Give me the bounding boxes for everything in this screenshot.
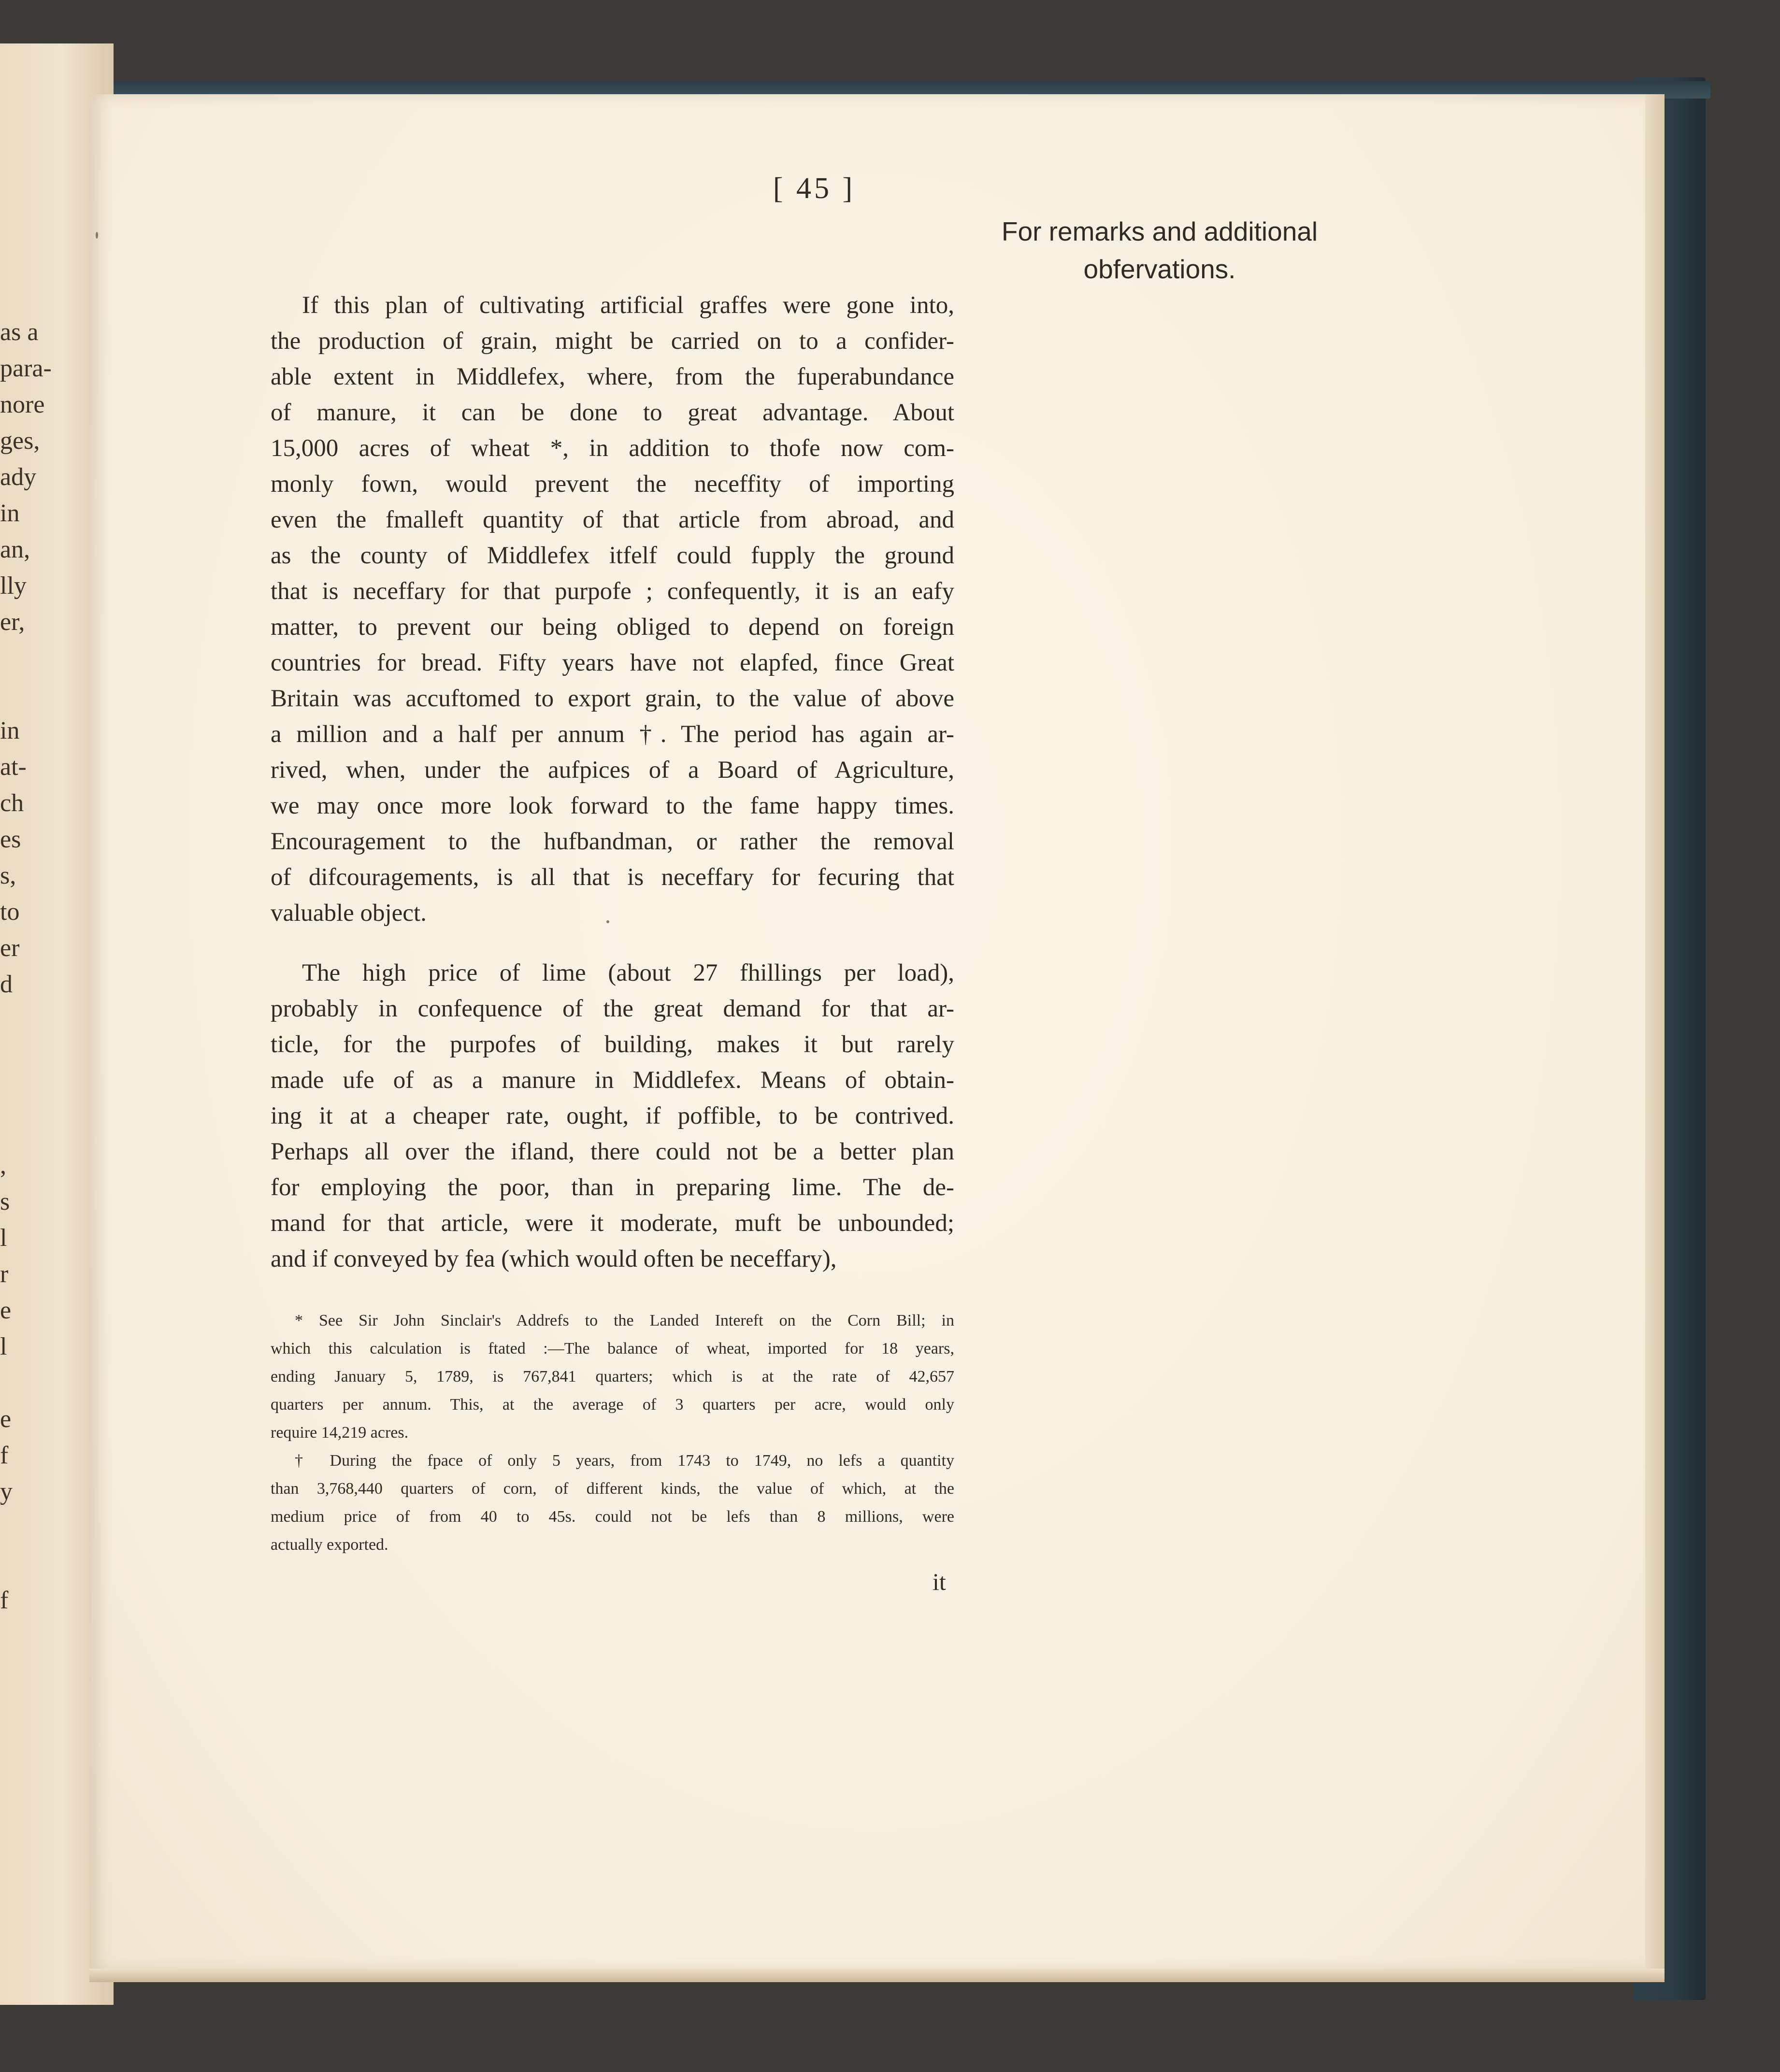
text-line: the production of grain, might be carried on to a confider- — [271, 328, 954, 355]
left-page-line: at- — [0, 753, 27, 781]
text-line: countries for bread. Fifty years have not elapfed, fince Great — [271, 649, 954, 676]
margin-note — [976, 213, 1343, 288]
paragraph-2 — [271, 955, 954, 1277]
text-line: Britain was accuftomed to export grain, to the value of above — [271, 685, 954, 712]
text-line: actually exported. — [271, 1536, 388, 1554]
page-fore-edge — [1645, 94, 1665, 1971]
left-page-line: y — [0, 1478, 13, 1505]
paragraph-1 — [271, 287, 954, 931]
left-page-line: ady — [0, 463, 37, 491]
text-line: a million and a half per annum †. The period has again ar- — [271, 721, 954, 748]
footnote-2 — [271, 1447, 954, 1559]
text-line: valuable object. — [271, 900, 427, 927]
text-line: Perhaps all over the ifland, there could not be a better plan — [271, 1138, 954, 1165]
text-line: of manure, it can be done to great advantage. About — [271, 399, 954, 426]
text-line: probably in confequence of the great demand for that ar- — [271, 995, 954, 1022]
text-line: The high price of lime (about 27 fhillings per load), — [302, 959, 954, 986]
text-line: made ufe of as a manure in Middlefex. Means of obtain- — [271, 1067, 954, 1094]
text-line: as the county of Middlefex itfelf could fupply the ground — [271, 542, 954, 569]
text-line: we may once more look forward to the fame happy times. — [271, 792, 954, 819]
left-page-line: nore — [0, 391, 45, 418]
text-line: monly fown, would prevent the neceffity of importing — [271, 471, 954, 498]
left-page-line: , — [0, 1152, 6, 1179]
page-number: [ 45 ] — [773, 172, 856, 205]
left-page-line: e — [0, 1297, 12, 1324]
text-line: * See Sir John Sinclair's Addrefs to the Landed Intereft on the Corn Bill; in — [295, 1312, 954, 1329]
left-page-line: para- — [0, 355, 52, 382]
left-page-line: l — [0, 1333, 7, 1360]
left-page-line: ch — [0, 789, 24, 817]
text-line: mand for that article, were it moderate, muft be unbounded; — [271, 1210, 954, 1237]
text-line: than 3,768,440 quarters of corn, of different kinds, the value of which, at the — [271, 1480, 954, 1498]
left-page-line: f — [0, 1442, 9, 1469]
margin-note-line: For remarks and additional — [1001, 216, 1318, 246]
text-line: † During the fpace of only 5 years, from 1743 to 1749, no lefs a quantity — [295, 1452, 954, 1470]
left-page-line: to — [0, 898, 20, 926]
text-line: able extent in Middlefex, where, from the fuperabundance — [271, 363, 954, 390]
text-line: quarters per annum. This, at the average of 3 quarters per acre, would only — [271, 1396, 954, 1414]
text-line: rived, when, under the aufpices of a Board of Agriculture, — [271, 757, 954, 784]
text-line: 15,000 acres of wheat *, in addition to thofe now com- — [271, 435, 954, 462]
margin-note-line: obfervations. — [1083, 254, 1236, 284]
page-bottom-edge — [89, 1969, 1665, 1982]
left-page-line: s — [0, 1188, 10, 1215]
left-page-line: in — [0, 717, 20, 744]
paper-speck — [606, 920, 609, 923]
paper-speck — [96, 232, 98, 239]
text-line: matter, to prevent our being obliged to depend on foreign — [271, 614, 954, 641]
text-line: which this calculation is ftated :—The balance of wheat, imported for 18 years, — [271, 1340, 954, 1358]
left-page-line: ges, — [0, 427, 40, 455]
left-page-line: in — [0, 500, 20, 527]
text-line: require 14,219 acres. — [271, 1424, 409, 1442]
left-page-line: as a — [0, 318, 39, 346]
text-line: medium price of from 40 to 45s. could not be lefs than 8 millions, were — [271, 1508, 954, 1526]
catchword: it — [933, 1568, 946, 1595]
left-page-line: s, — [0, 862, 16, 889]
left-page-line: d — [0, 971, 13, 998]
left-page-line: es — [0, 826, 21, 853]
left-page-line: r — [0, 1260, 9, 1288]
text-line: for employing the poor, than in preparing lime. The de- — [271, 1174, 954, 1201]
left-page-line: an, — [0, 536, 30, 563]
left-page-line: er, — [0, 608, 25, 636]
text-line: that is neceffary for that purpofe ; confequently, it is an eafy — [271, 578, 954, 605]
text-line: even the fmalleft quantity of that article from abroad, and — [271, 506, 954, 533]
text-line: and if conveyed by fea (which would often be neceffary), — [271, 1245, 837, 1272]
footnotes — [271, 1307, 954, 1559]
text-line: of difcouragements, is all that is neceffary for fecuring that — [271, 864, 954, 891]
text-line: ing it at a cheaper rate, ought, if poffible, to be contrived. — [271, 1102, 954, 1129]
left-page-line: lly — [0, 572, 27, 600]
left-page-line: er — [0, 934, 20, 962]
footnote-1 — [271, 1307, 954, 1447]
text-line: If this plan of cultivating artificial graffes were gone into, — [302, 292, 954, 319]
left-page-line: l — [0, 1224, 7, 1252]
text-line: ending January 5, 1789, is 767,841 quarters; which is at the rate of 42,657 — [271, 1368, 954, 1386]
left-page-line: e — [0, 1405, 12, 1433]
left-page-line: f — [0, 1586, 9, 1614]
text-line: Encouragement to the hufbandman, or rather the removal — [271, 828, 954, 855]
text-line: ticle, for the purpofes of building, makes it but rarely — [271, 1031, 954, 1058]
main-text — [271, 287, 954, 1277]
